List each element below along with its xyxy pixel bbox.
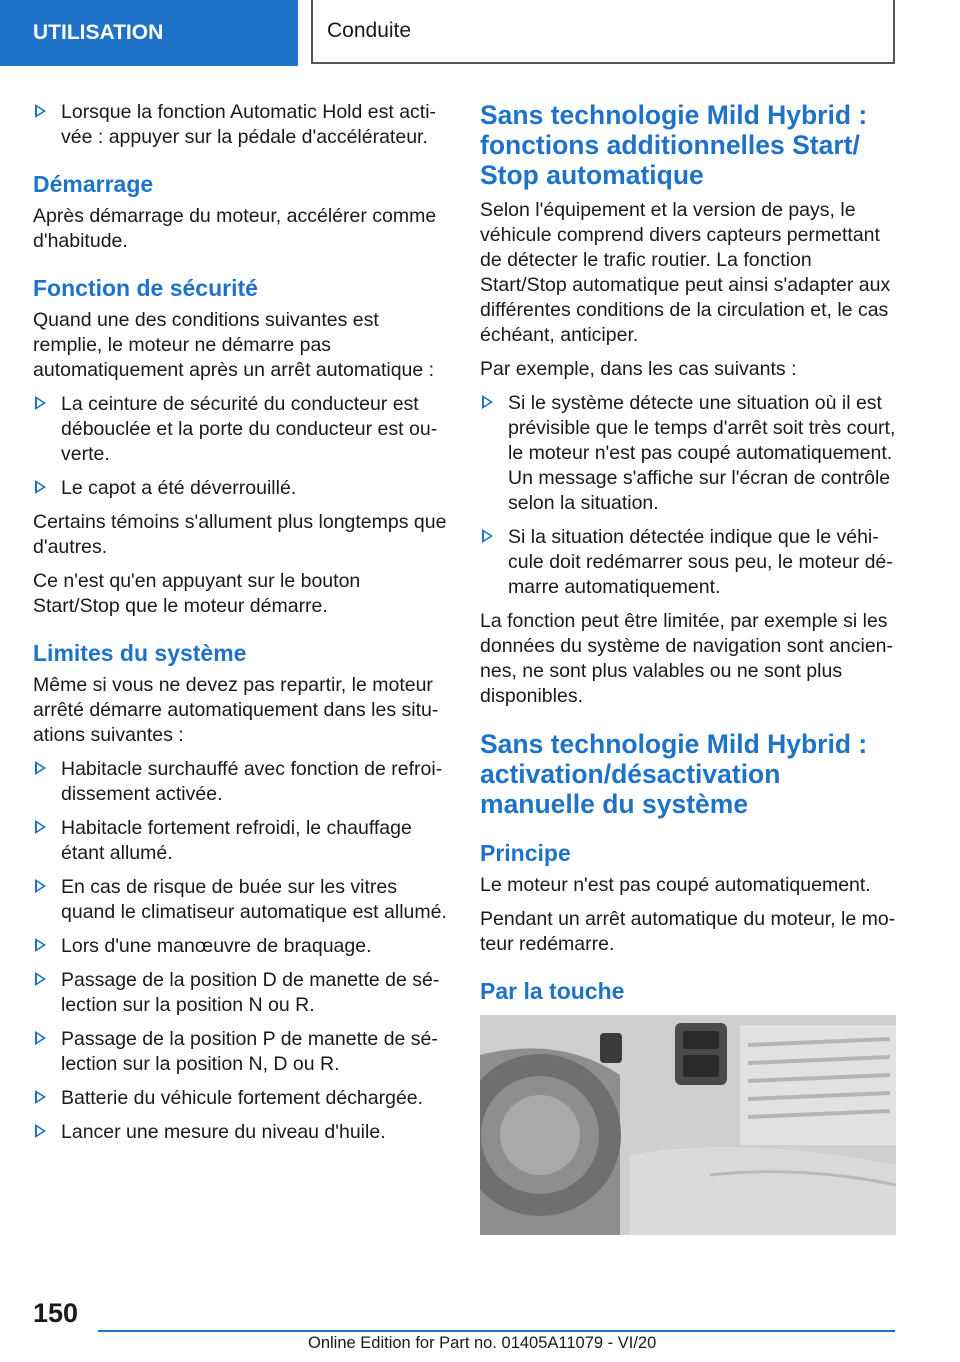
paragraph: Le moteur n'est pas coupé automatiquement. — [480, 874, 871, 896]
page-number: 150 — [33, 1298, 79, 1328]
footer-edition: Online Edition for Part no. 01405A11079 - VI/20 — [308, 1334, 657, 1352]
triangle-bullet-icon — [35, 820, 46, 834]
triangle-bullet-icon — [35, 104, 46, 118]
paragraph: Même si vous ne devez pas repartir, le moteur arrêté démarre automatiquement dans les situations suivantes : — [33, 674, 439, 746]
list-item: Habitacle fortement refroidi, le chauffage étant allumé. — [33, 816, 451, 866]
list-item: Si la situation détectée indique que le véhicule doit redémarrer sous peu, le moteur démarre automatiquement. — [480, 525, 896, 600]
dashboard-button-photo — [480, 1015, 896, 1235]
triangle-bullet-icon — [35, 761, 46, 775]
triangle-bullet-icon — [35, 480, 46, 494]
triangle-bullet-icon — [35, 972, 46, 986]
paragraph: Pendant un arrêt automatique du moteur, le moteur redémarre. — [480, 908, 896, 955]
triangle-bullet-icon — [35, 396, 46, 410]
heading-start-stop-functions: Sans technologie Mild Hybrid : fonctions additionnelles Start/ Stop automatique — [480, 100, 868, 190]
chapter-tab: UTILISATION — [0, 0, 298, 66]
list-item: Le capot a été déverrouillé. — [33, 476, 451, 501]
paragraph: Par exemple, dans les cas suivants : — [480, 358, 797, 380]
paragraph: Certains témoins s'allument plus longtemps que d'autres. — [33, 511, 447, 558]
paragraph: Ce n'est qu'en appuyant sur le bouton Start/Stop que le moteur démarre. — [33, 570, 361, 617]
paragraph: La fonction peut être limitée, par exemple si les données du système de navigation sont anciennes, ne sont plus valables ou ne sont plus disponibles. — [480, 610, 894, 707]
list-item: Lancer une mesure du niveau d'huile. — [33, 1120, 451, 1145]
heading-principe: Principe — [480, 840, 571, 866]
paragraph: Quand une des conditions suivantes est remplie, le moteur ne démarre pas automatiquement après un arrêt automatique : — [33, 309, 435, 381]
left-column — [33, 100, 451, 1154]
triangle-bullet-icon — [35, 1124, 46, 1138]
heading-securite: Fonction de sécurité — [33, 275, 258, 301]
paragraph: Après démarrage du moteur, accélérer comme d'habitude. — [33, 205, 437, 252]
triangle-bullet-icon — [482, 529, 493, 543]
intro-list — [33, 100, 451, 150]
footer-divider — [98, 1330, 895, 1332]
triangle-bullet-icon — [35, 1090, 46, 1104]
list-item: La ceinture de sécurité du conducteur est débouclée et la porte du conducteur est ouverte. — [33, 392, 451, 467]
securite-list — [33, 392, 451, 501]
triangle-bullet-icon — [35, 938, 46, 952]
triangle-bullet-icon — [35, 1031, 46, 1045]
list-item: Passage de la position P de manette de sélection sur la position N, D ou R. — [33, 1027, 451, 1077]
heading-par-la-touche: Par la touche — [480, 978, 625, 1004]
paragraph: Selon l'équipement et la version de pays, le véhicule comprend divers capteurs permettant de détecter le trafic routier. La fonction Start/Stop automatique peut ainsi s'adapter aux différentes conditions de la circulation et, le cas échéant, anticiper. — [480, 199, 891, 346]
right-column — [480, 100, 896, 1235]
section-title: Conduite — [311, 0, 895, 64]
heading-manual-activation: Sans technologie Mild Hybrid : activation/désactivation manuelle du système — [480, 729, 868, 819]
dashboard-illustration — [480, 1015, 896, 1235]
list-item: Si le système détecte une situation où il est prévisible que le temps d'arrêt soit très court, le moteur n'est pas coupé automatiquement. Un message s'affiche sur l'écran de contrôle selon la situation. — [480, 391, 896, 516]
list-item: En cas de risque de buée sur les vitres quand le climatiseur automatique est allumé. — [33, 875, 451, 925]
list-item: Passage de la position D de manette de sélection sur la position N ou R. — [33, 968, 451, 1018]
list-item: Lors d'une manœuvre de braquage. — [33, 934, 451, 959]
list-item: Batterie du véhicule fortement déchargée. — [33, 1086, 451, 1111]
triangle-bullet-icon — [482, 395, 493, 409]
triangle-bullet-icon — [35, 879, 46, 893]
list-item: Lorsque la fonction Automatic Hold est activée : appuyer sur la pédale d'accélérateur. — [33, 100, 451, 150]
list-item: Habitacle surchauffé avec fonction de refroidissement activée. — [33, 757, 451, 807]
heading-demarrage: Démarrage — [33, 171, 154, 197]
cases-list — [480, 391, 896, 600]
limites-list — [33, 757, 451, 1145]
heading-limites: Limites du système — [33, 640, 247, 666]
